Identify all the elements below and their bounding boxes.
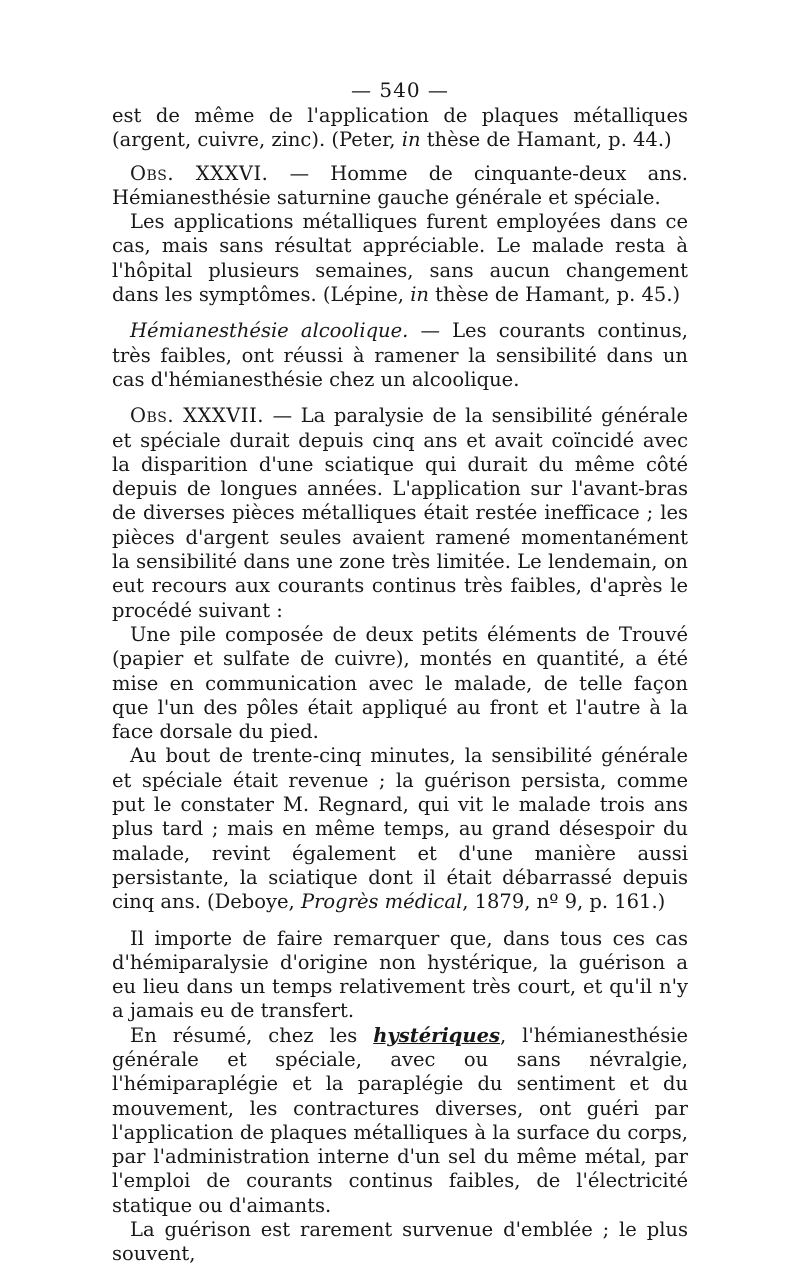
- in-italic: in: [410, 283, 429, 307]
- paragraph-summary: [112, 1024, 688, 1218]
- paragraph-text: Les applications métalliques furent employées dans ce cas, mais sans résultat appréciable. Le malade resta à l'hôpital plusieurs semaines, sans aucun changement dans les symptômes. (Lépine,: [112, 210, 688, 307]
- paragraph-text: , l'hémianesthésie générale et spéciale, avec ou sans névralgie, l'hémiparaplégie et la paraplégie du sentiment et du mouvement, les contractures diverses, ont guéri par l'application de plaques métalliques à la surface du corps, par l'administration interne d'un sel du même métal, par l'emploi de courants continus faibles, de l'électricité statique ou d'aimants.: [112, 1023, 688, 1217]
- paragraph-text: Au bout de trente-cinq minutes, la sensibilité générale et spéciale était revenue ; la guérison persista, comme put le constater M. Regnard, qui vit le malade trois ans plus tard ; mais en même temps, au grand désespoir du malade, revint également et d'une manière aussi persistante, la sciatique dont il était débarrassé depuis cinq ans. (Deboye,: [112, 744, 688, 914]
- spacer: [112, 915, 688, 927]
- observation-36: [112, 162, 688, 211]
- section-alcoholic: [112, 319, 688, 392]
- paragraph-peter: [112, 104, 688, 153]
- paragraph-text: En résumé, chez les: [130, 1023, 374, 1047]
- citation-text: thèse de Hamant, p. 44.): [420, 128, 672, 152]
- paragraph-last: La guérison est rarement survenue d'emblée ; le plus souvent,: [112, 1218, 688, 1266]
- paragraph-text: est de même de l'application de plaques métalliques (argent, cuivre, zinc). (Peter,: [112, 104, 688, 152]
- book-page: [112, 78, 688, 1267]
- citation-text: thèse de Hamant, p. 45.): [428, 283, 681, 307]
- observation-label: Obs. XXXVI.: [130, 161, 269, 185]
- observation-text: — Homme de cinquante-deux ans. Hémianesthésie saturnine gauche générale et spéciale.: [112, 161, 688, 209]
- paragraph-result: [112, 744, 688, 914]
- paragraph-applications: [112, 210, 688, 307]
- citation-text: , 1879, nº 9, p. 161.): [462, 890, 666, 914]
- section-text: — Les courants continus, très faibles, ont réussi à ramener la sensibilité dans un cas d'hémianesthésie chez un alcoolique.: [112, 319, 688, 391]
- in-italic: in: [401, 128, 421, 152]
- journal-title: Progrès médical: [300, 890, 463, 914]
- paragraph-pile: Une pile composée de deux petits éléments de Trouvé (papier et sulfate de cuivre), montés en quantité, a été mise en communication avec le malade, de telle façon que l'un des pôles était appliqué au front et l'autre à la face dorsale du pied.: [112, 622, 688, 744]
- emphasis-hysteriques: hystériques: [373, 1023, 500, 1047]
- paragraph-remark: Il importe de faire remarquer que, dans tous ces cas d'hémiparalysie d'origine non hystérique, la guérison a eu lieu dans un temps relativement très court, et qu'il n'y a jamais eu de transfert.: [112, 926, 688, 1023]
- spacer: [112, 307, 688, 319]
- spacer: [112, 153, 688, 162]
- spacer: [112, 392, 688, 404]
- observation-text: — La paralysie de la sensibilité générale et spéciale durait depuis cinq ans et avait coïncidé avec la disparition d'une sciatique qui durait du même côté depuis de longues années. L'application sur l'avant-bras de diverses pièces métalliques était restée inefficace ; les pièces d'argent seules avaient ramené momentanément la sensibilité dans une zone très limitée. Le lendemain, on eut recours aux courants continus très faibles, d'après le procédé suivant :: [112, 404, 688, 622]
- observation-37: [112, 404, 688, 623]
- section-title: Hémianesthésie alcoolique.: [130, 319, 409, 343]
- observation-label: Obs. XXXVII.: [130, 404, 264, 428]
- page-number: — 540 —: [351, 78, 449, 102]
